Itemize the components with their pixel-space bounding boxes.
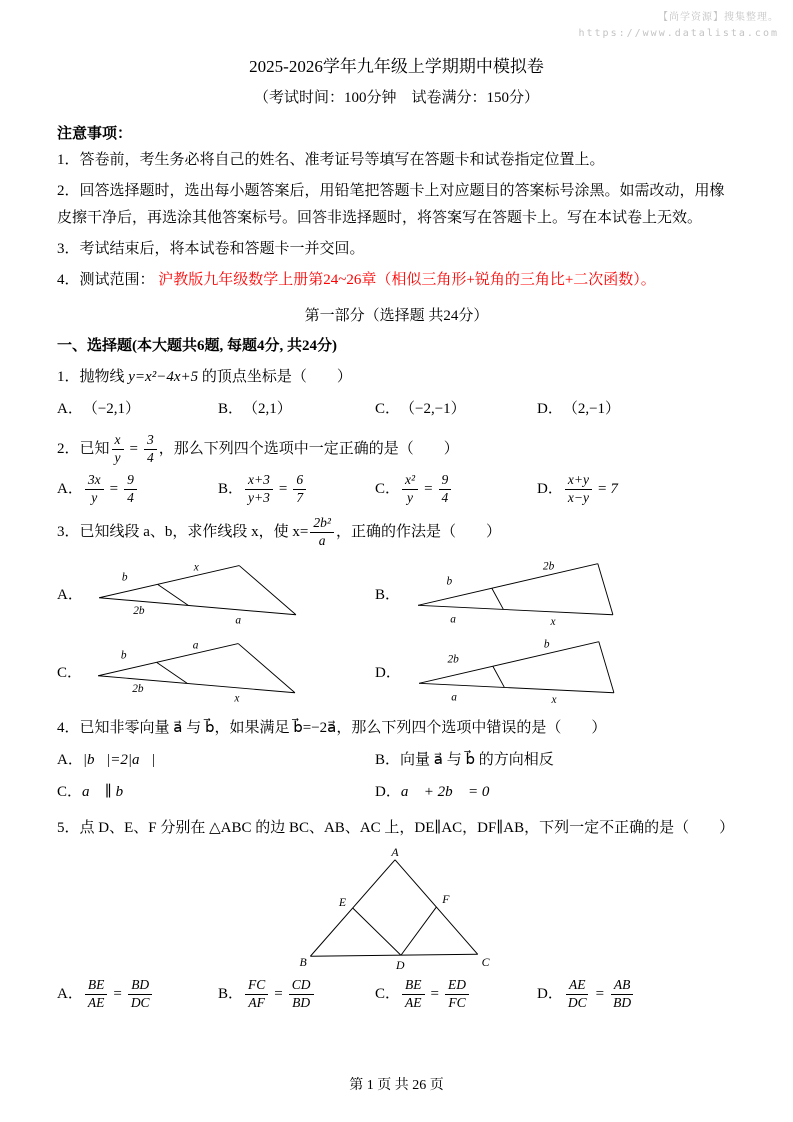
q3-figures-row-2: [57, 636, 736, 706]
option-text: a⃗ ∥ b⃗: [82, 784, 135, 801]
fraction: [402, 473, 418, 506]
segment-label: 2b: [447, 653, 459, 666]
q5-option-a: [57, 977, 218, 1012]
q5-triangle-figure: [297, 846, 497, 972]
question-5: [57, 815, 736, 1012]
q5-option-d: [537, 977, 736, 1012]
q2-options: [57, 472, 736, 507]
denominator: AE: [405, 994, 422, 1010]
fraction: [112, 433, 124, 466]
equals-sign: =: [129, 440, 138, 457]
segment-label: 2b: [542, 560, 555, 573]
q5-stem: 5．点 D、E、F 分别在 △ABC 的边 BC、AB、AC 上，DE∥AC，DF∥AB，下列一定不正确的是（ ）: [57, 820, 735, 837]
q3-figure-a: [91, 558, 306, 628]
q1-option-d: [537, 396, 736, 423]
numerator: ED: [445, 978, 469, 995]
transversal-line: [492, 588, 503, 609]
fraction: [289, 978, 314, 1011]
denominator: 4: [146, 449, 154, 465]
segment-label: x: [193, 561, 199, 574]
numerator: 9: [439, 473, 452, 490]
fraction: [565, 978, 590, 1011]
ray-line: [419, 642, 599, 684]
q5-option-c: [375, 977, 537, 1012]
segment-label: a: [192, 639, 199, 652]
transversal-line: [157, 663, 187, 684]
denominator: BD: [613, 994, 632, 1010]
denominator: y+3: [248, 489, 270, 505]
exam-subtitle: （考试时间：100分钟 试卷满分：150分）: [253, 90, 539, 106]
option-rhs: 7: [610, 480, 618, 497]
q1-formula: y=x²−4x+5: [128, 369, 199, 385]
q1-stem: [57, 364, 736, 391]
page-title: 2025-2026学年九年级上学期期中模拟卷: [249, 57, 544, 76]
denominator: AF: [248, 994, 265, 1010]
fraction: [445, 978, 469, 1011]
fraction: [85, 978, 108, 1011]
part1-title: 第一部分（选择题 共24分）: [304, 308, 489, 324]
q5-option-b: [218, 977, 375, 1012]
notice-item-3: 3．考试结束后，将本试卷和答题卡一并交回。: [57, 241, 365, 257]
denominator: a: [318, 533, 326, 549]
ray-line: [419, 683, 614, 692]
transversal-line: [493, 666, 504, 687]
q3-figure-option-a: [57, 558, 375, 628]
vertex-label-A: A: [390, 846, 399, 859]
transversal-line: [598, 564, 613, 615]
q3-figure-option-c: [57, 636, 375, 706]
transversal-line: [238, 644, 295, 693]
notice-item-4: [57, 267, 736, 294]
option-letter: A．: [57, 480, 83, 497]
numerator: x: [112, 433, 124, 450]
numerator: AB: [611, 978, 634, 995]
ray-line: [418, 564, 598, 606]
ray-line: [418, 605, 613, 614]
numerator: x+y: [565, 473, 592, 490]
option-letter: C．: [57, 664, 83, 681]
q1-option-b: [218, 396, 375, 423]
equals-sign: =: [595, 985, 605, 1002]
equals-sign: =: [430, 985, 439, 1002]
option-letter: B．: [375, 752, 401, 769]
notice-section: [57, 122, 736, 294]
fraction: [245, 978, 268, 1011]
segment-label: a: [235, 614, 241, 627]
option-letter: D．: [537, 401, 563, 417]
q4-option-b: [375, 747, 736, 774]
denominator: 4: [441, 489, 449, 505]
option-letter: B．: [218, 480, 244, 497]
q1-stem-post: 的顶点坐标是（ ）: [198, 369, 352, 385]
ray-line: [99, 566, 239, 598]
fraction: [565, 473, 592, 506]
option-letter: D．: [537, 480, 563, 497]
watermark: [578, 10, 779, 42]
q3-stem-post: ，正确的作法是（ ）: [335, 524, 501, 541]
numerator: 2b²: [310, 516, 334, 533]
ray-line: [98, 676, 295, 693]
numerator: BE: [402, 978, 425, 995]
watermark-url: https://www.datalista.com: [578, 28, 779, 39]
segment-ED: [352, 908, 400, 955]
option-letter: A．: [57, 752, 83, 769]
segment-label: x: [550, 616, 556, 629]
q4-option-c: [57, 779, 375, 806]
segment-label: x: [234, 692, 240, 705]
section1-title: 一、选择题(本大题共6题, 每题4分, 共24分): [57, 338, 337, 354]
q3-stem-pre: 3．已知线段 a、b，求作线段 x，使 x=: [57, 524, 309, 541]
numerator: 9: [124, 473, 137, 490]
option-text: （−2,1）: [82, 401, 141, 417]
numerator: 3x: [85, 473, 104, 490]
transversal-line: [599, 642, 614, 693]
numerator: x²: [402, 473, 418, 490]
denominator: 7: [296, 489, 304, 505]
denominator: x−y: [567, 489, 589, 505]
numerator: BE: [85, 978, 108, 995]
equals-sign: =: [597, 480, 607, 497]
fraction: [124, 473, 137, 506]
segment-label: 2b: [133, 604, 145, 617]
equals-sign: =: [274, 985, 283, 1002]
q3-stem: [57, 515, 736, 550]
q5-options: [57, 977, 736, 1012]
vertex-label-B: B: [299, 955, 307, 970]
q3-figure-option-d: [375, 636, 736, 706]
q2-stem: [57, 432, 736, 467]
option-letter: D．: [375, 664, 401, 681]
segment-label: x: [551, 694, 557, 707]
q4-stem: 4．已知非零向量 a⃗ 与 b⃗，如果满足 b⃗=−2a⃗，那么下列四个选项中错误的是（ ）: [57, 720, 607, 737]
fraction: [439, 473, 452, 506]
option-letter: B．: [218, 401, 244, 417]
option-text: （−2,−1）: [400, 401, 466, 417]
segment-label: a: [451, 691, 457, 704]
question-2: [57, 432, 736, 506]
q2-stem-pre: 2．已知: [57, 440, 110, 457]
fraction: [85, 473, 104, 506]
numerator: BD: [128, 978, 152, 995]
option-letter: C．: [57, 784, 83, 801]
q4-options-row-2: [57, 779, 736, 806]
q3-figure-b: [408, 558, 623, 628]
fraction: [610, 978, 634, 1011]
q1-option-c: [375, 396, 537, 423]
point-label-D: D: [395, 958, 405, 973]
option-text: a⃗ + 2b⃗ = 0: [400, 784, 490, 801]
q4-option-a: [57, 747, 375, 774]
numerator: CD: [289, 978, 314, 995]
denominator: 4: [127, 489, 134, 505]
denominator: DC: [130, 994, 150, 1010]
q4-option-d: [375, 779, 736, 806]
segment-label: b: [121, 571, 128, 584]
question-4: [57, 715, 736, 806]
q3-figure-option-b: [375, 558, 736, 628]
point-label-E: E: [338, 895, 346, 910]
option-text: 向量 a⃗ 与 b⃗ 的方向相反: [400, 752, 554, 769]
q4-options-row-1: [57, 747, 736, 774]
option-text: （2,1）: [243, 401, 292, 417]
numerator: x+3: [245, 473, 273, 490]
option-letter: A．: [57, 401, 83, 417]
option-letter: C．: [375, 480, 401, 497]
q5-figure-wrap: [57, 846, 736, 972]
q2-option-a: [57, 472, 218, 507]
watermark-source: 【尚学资源】搜集整理。: [658, 12, 779, 23]
question-1: [57, 364, 736, 423]
option-letter: C．: [375, 401, 401, 417]
option-letter: D．: [537, 985, 563, 1002]
fraction: [128, 978, 153, 1011]
fraction: [144, 433, 157, 466]
segment-label: b: [120, 649, 127, 662]
fraction: [293, 473, 306, 506]
segment-label: 2b: [132, 682, 144, 695]
option-letter: B．: [375, 586, 401, 603]
q1-stem-pre: 1．抛物线: [57, 369, 129, 385]
equals-sign: =: [278, 480, 288, 497]
q2-option-c: [375, 472, 537, 507]
page-number: 第 1 页 共 26 页: [349, 1078, 444, 1093]
fraction: [245, 473, 273, 506]
ray-line: [98, 644, 238, 676]
option-letter: A．: [57, 985, 83, 1002]
numerator: AE: [566, 978, 589, 995]
option-letter: A．: [57, 586, 83, 603]
denominator: DC: [567, 994, 587, 1010]
equals-sign: =: [109, 480, 119, 497]
denominator: y: [91, 489, 98, 505]
q1-options: [57, 396, 736, 423]
denominator: AE: [87, 994, 105, 1010]
denominator: BD: [292, 994, 311, 1010]
vertex-label-C: C: [481, 955, 490, 970]
segment-label: b: [446, 575, 453, 588]
question-3: [57, 515, 736, 706]
q3-figure-d: [409, 636, 624, 706]
option-text: |b⃗|=2|a⃗|: [82, 752, 156, 769]
notice-heading: 注意事项：: [57, 126, 133, 142]
q2-option-b: [218, 472, 375, 507]
denominator: FC: [448, 994, 466, 1010]
transversal-line: [239, 566, 296, 615]
q2-stem-post: ，那么下列四个选项中一定正确的是（ ）: [158, 440, 459, 457]
numerator: 3: [144, 433, 157, 450]
segment-label: b: [543, 638, 550, 651]
notice-item-4-scope: 沪教版九年级数学上册第24~26章（相似三角形+锐角的三角比+二次函数）。: [158, 272, 656, 288]
q1-option-a: [57, 396, 218, 423]
denominator: y: [407, 489, 414, 505]
option-text: （2,−1）: [562, 401, 621, 417]
segment-label: a: [450, 613, 456, 626]
option-letter: C．: [375, 985, 401, 1002]
q3-figures-row-1: [57, 558, 736, 628]
segment-DF: [400, 907, 435, 955]
numerator: 6: [293, 473, 306, 490]
notice-item-4-prefix: 4．测试范围：: [57, 272, 155, 288]
point-label-F: F: [441, 892, 449, 907]
option-letter: D．: [375, 784, 401, 801]
transversal-line: [158, 585, 188, 606]
ray-line: [99, 598, 296, 615]
numerator: FC: [245, 978, 268, 995]
side-BC: [310, 954, 477, 956]
q3-figure-c: [90, 636, 305, 706]
fraction: [402, 978, 425, 1011]
notice-item-1: 1．答卷前，考生务必将自己的姓名、准考证号等填写在答题卡和试卷指定位置上。: [57, 152, 605, 168]
option-letter: B．: [218, 985, 244, 1002]
q2-option-d: [537, 472, 736, 507]
equals-sign: =: [424, 480, 433, 497]
fraction: [310, 516, 334, 549]
denominator: y: [114, 449, 121, 465]
equals-sign: =: [113, 985, 122, 1002]
notice-item-2: 2．回答选择题时，选出每小题答案后，用铅笔把答题卡上对应题目的答案标号涂黑。如需改动，用橡皮擦干净后，再选涂其他答案标号。回答非选择题时，将答案写在答题卡上。写在本试卷上无效。: [57, 183, 725, 226]
